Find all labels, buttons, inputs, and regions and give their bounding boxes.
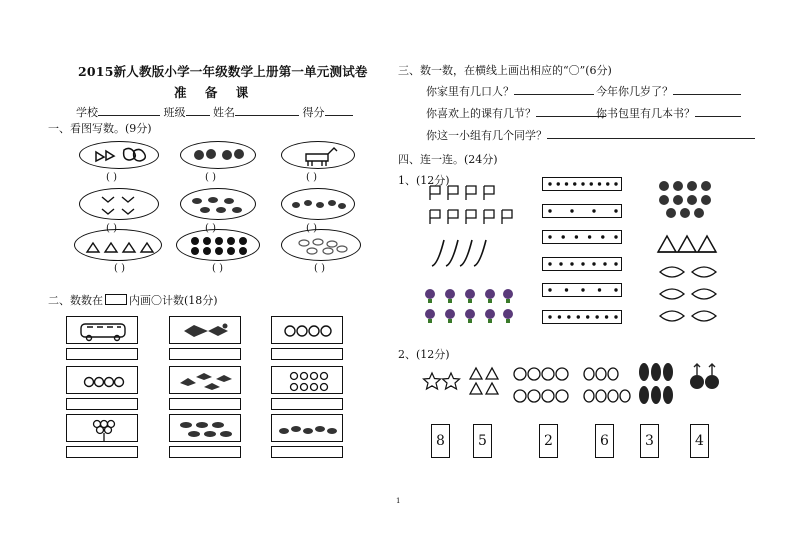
picture-oval bbox=[79, 188, 159, 220]
q4-heading: 四、连一连。(24分) bbox=[398, 153, 498, 166]
dot bbox=[605, 315, 608, 318]
dot bbox=[557, 182, 560, 185]
answer-paren[interactable]: ( ) bbox=[306, 223, 317, 234]
picture-oval bbox=[281, 229, 361, 261]
flower-icon bbox=[67, 415, 139, 443]
bus-icon bbox=[67, 317, 139, 345]
dot bbox=[570, 209, 573, 212]
answer-line[interactable] bbox=[547, 128, 755, 139]
q4-part1-label: 1、(12分) bbox=[398, 174, 450, 187]
dot bbox=[598, 182, 601, 185]
radish-icon bbox=[688, 360, 722, 394]
dot bbox=[570, 262, 573, 265]
school-label: 学校 bbox=[76, 106, 98, 119]
answer-line[interactable] bbox=[673, 84, 741, 95]
dot bbox=[548, 315, 551, 318]
dot bbox=[558, 315, 561, 318]
dot bbox=[548, 209, 551, 212]
leaf-icon bbox=[282, 230, 362, 262]
flag-icon bbox=[426, 182, 516, 234]
q2-heading-c: 计数(18分) bbox=[162, 294, 218, 307]
dot bbox=[581, 182, 584, 185]
square-box-icon bbox=[105, 294, 127, 305]
picture-box bbox=[169, 316, 241, 344]
flower-icon bbox=[272, 317, 344, 345]
class-blank[interactable] bbox=[186, 105, 210, 116]
school-blank[interactable] bbox=[98, 105, 160, 116]
bird-icon bbox=[80, 142, 160, 170]
bird-icon bbox=[170, 367, 242, 395]
number-card[interactable]: 6 bbox=[595, 424, 614, 458]
eggplant-icon bbox=[636, 358, 676, 408]
apple-icon bbox=[513, 364, 569, 406]
dot bbox=[614, 262, 617, 265]
answer-box[interactable] bbox=[271, 348, 343, 360]
dot bbox=[565, 288, 568, 291]
dot bbox=[559, 262, 562, 265]
picture-oval bbox=[180, 188, 256, 220]
class-label: 班级 bbox=[163, 106, 186, 119]
fish-icon bbox=[170, 317, 242, 345]
eye-icon bbox=[177, 230, 261, 262]
page-title: 2015新人教版小学一年级数学上册第一单元测试卷 bbox=[78, 64, 368, 79]
picture-box bbox=[271, 366, 343, 394]
q3-prompt: 你喜欢上的课有几节？ bbox=[426, 107, 536, 120]
triangle-icon bbox=[469, 366, 503, 396]
dot bbox=[562, 235, 565, 238]
dot-box bbox=[542, 257, 622, 271]
picture-oval bbox=[281, 141, 355, 169]
fish-icon bbox=[170, 415, 242, 443]
page-subtitle: 准 备 课 bbox=[174, 85, 256, 100]
answer-box[interactable] bbox=[169, 446, 241, 458]
duck-icon bbox=[272, 415, 344, 443]
dot-box bbox=[542, 230, 622, 244]
q1-heading: 一、看图写数。(9分) bbox=[48, 122, 152, 135]
triangle-icon bbox=[654, 228, 724, 256]
dot bbox=[581, 262, 584, 265]
dot bbox=[614, 182, 617, 185]
dot bbox=[614, 235, 617, 238]
number-card[interactable]: 5 bbox=[473, 424, 492, 458]
answer-box[interactable] bbox=[66, 446, 138, 458]
answer-paren[interactable]: ( ) bbox=[205, 223, 216, 234]
dot bbox=[606, 182, 609, 185]
answer-paren[interactable]: ( ) bbox=[106, 172, 117, 183]
dot bbox=[586, 315, 589, 318]
answer-line[interactable] bbox=[514, 84, 594, 95]
duck-icon bbox=[282, 189, 356, 221]
answer-paren[interactable]: ( ) bbox=[306, 172, 317, 183]
q3-line bbox=[426, 105, 606, 121]
dot bbox=[603, 262, 606, 265]
answer-paren[interactable]: ( ) bbox=[114, 263, 125, 274]
q2-heading bbox=[48, 292, 218, 308]
dot bbox=[598, 288, 601, 291]
picture-box bbox=[169, 414, 241, 442]
leaf-icon bbox=[656, 262, 726, 326]
pepper-icon bbox=[581, 364, 633, 406]
picture-oval bbox=[79, 141, 159, 169]
q3-line bbox=[596, 105, 741, 121]
q2-heading-b: 内画 bbox=[129, 294, 151, 307]
number-card[interactable]: 2 bbox=[539, 424, 558, 458]
number-card[interactable]: 4 bbox=[690, 424, 709, 458]
dot bbox=[577, 315, 580, 318]
picture-oval bbox=[74, 229, 162, 261]
dot bbox=[592, 262, 595, 265]
answer-paren[interactable]: ( ) bbox=[205, 172, 216, 183]
picture-oval bbox=[281, 188, 355, 220]
answer-box[interactable] bbox=[169, 398, 241, 410]
page-number: 1 bbox=[396, 497, 401, 505]
q2-heading-a: 二、数数在 bbox=[48, 294, 103, 307]
q4-part2-label: 2、(12分) bbox=[398, 348, 450, 361]
donkey-icon bbox=[282, 142, 356, 170]
name-blank[interactable] bbox=[235, 105, 299, 116]
answer-box[interactable] bbox=[169, 348, 241, 360]
picture-box bbox=[66, 316, 138, 344]
fruit-icon bbox=[656, 180, 720, 220]
info-fields bbox=[76, 104, 353, 120]
dot bbox=[590, 182, 593, 185]
picture-box bbox=[66, 414, 138, 442]
number-card[interactable]: 8 bbox=[431, 424, 450, 458]
dot bbox=[592, 209, 595, 212]
answer-paren[interactable]: ( ) bbox=[314, 263, 325, 274]
q3-prompt: 你书包里有几本书？ bbox=[596, 107, 695, 120]
dot bbox=[614, 209, 617, 212]
name-label: 姓名 bbox=[213, 106, 235, 119]
house-icon bbox=[75, 230, 163, 262]
dot bbox=[565, 182, 568, 185]
fruit-icon bbox=[181, 142, 257, 170]
dot bbox=[548, 235, 551, 238]
q3-line bbox=[596, 83, 741, 99]
circle-icon: 〇 bbox=[151, 294, 162, 307]
number-card[interactable]: 3 bbox=[640, 424, 659, 458]
picture-box bbox=[66, 366, 138, 394]
dot bbox=[567, 315, 570, 318]
dot bbox=[548, 182, 551, 185]
dot-box bbox=[542, 204, 622, 218]
answer-line[interactable] bbox=[695, 106, 741, 117]
picture-box bbox=[169, 366, 241, 394]
score-blank[interactable] bbox=[325, 105, 353, 116]
dot bbox=[548, 262, 551, 265]
score-label: 得分 bbox=[302, 106, 325, 119]
star-icon bbox=[423, 372, 461, 390]
dot bbox=[614, 315, 617, 318]
dot bbox=[548, 288, 551, 291]
answer-paren[interactable]: ( ) bbox=[212, 263, 223, 274]
q3-prompt: 今年你几岁了？ bbox=[596, 85, 673, 98]
flower-icon bbox=[422, 286, 514, 326]
dot bbox=[601, 235, 604, 238]
picture-box bbox=[271, 316, 343, 344]
q3-prompt: 你家里有几口人？ bbox=[426, 85, 514, 98]
apple-icon bbox=[67, 367, 139, 395]
dot bbox=[581, 288, 584, 291]
dot-box bbox=[542, 310, 622, 324]
bird-icon bbox=[80, 189, 160, 221]
picture-box bbox=[271, 414, 343, 442]
apple-icon bbox=[272, 367, 344, 395]
answer-paren[interactable]: ( ) bbox=[106, 223, 117, 234]
dot bbox=[575, 235, 578, 238]
q3-line bbox=[426, 127, 755, 143]
q3-prompt: 你这一小组有几个同学？ bbox=[426, 129, 547, 142]
answer-box[interactable] bbox=[271, 398, 343, 410]
dot bbox=[595, 315, 598, 318]
picture-oval bbox=[176, 229, 260, 261]
answer-box[interactable] bbox=[66, 398, 138, 410]
dot bbox=[588, 235, 591, 238]
banana-icon bbox=[428, 236, 498, 272]
dot bbox=[573, 182, 576, 185]
dot-box bbox=[542, 177, 622, 191]
answer-box[interactable] bbox=[271, 446, 343, 458]
answer-box[interactable] bbox=[66, 348, 138, 360]
dot bbox=[614, 288, 617, 291]
q3-heading: 三、数一数，在横线上画出相应的“〇”(6分) bbox=[398, 64, 612, 77]
q3-line bbox=[426, 83, 594, 99]
dot-box bbox=[542, 283, 622, 297]
picture-oval bbox=[180, 141, 256, 169]
fish-icon bbox=[181, 189, 257, 221]
